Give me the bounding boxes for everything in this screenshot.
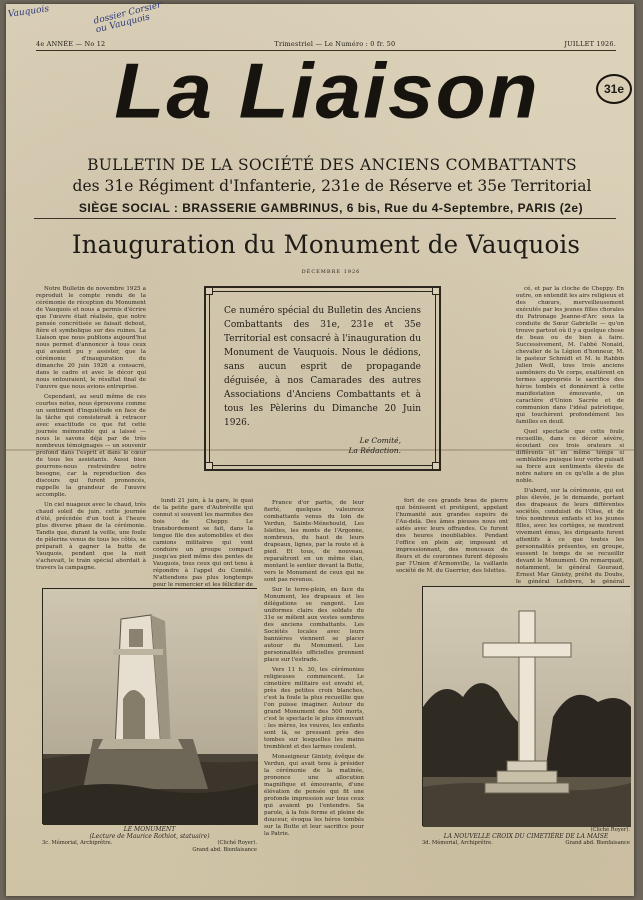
frame-corner — [205, 462, 213, 470]
notice-signature — [224, 436, 421, 456]
text-column-1 — [36, 286, 146, 586]
frame-corner — [432, 287, 440, 295]
text-column-3 — [264, 500, 364, 892]
monument-credit-left: 3c. Mémorial, Archiprêtre. — [42, 840, 113, 846]
issue-date: JUILLET 1926. — [564, 40, 616, 48]
notice-text: Ce numéro spécial du Bulletin des Anciens Combattants des 31e, 231e et 35e Territorial est consacré à l'inauguration du Monument de Vauquois. Nous le dédions, sans aucun esprit de propagande déguisée, à nos Camarades des autres Associations d'Anciens Combattants et à tous les Pèlerins du Dimanche 20 Juin 1926. — [224, 306, 421, 428]
cross-caption-title: LA NOUVELLE CROIX DU CIMETIÈRE DE LA MAISE — [443, 832, 609, 840]
monument-caption-subtitle: (Lecture de Maurice Rothiot, statuaire) — [89, 832, 210, 840]
newspaper-page — [6, 0, 634, 896]
cross-photo-image — [423, 587, 631, 827]
subtitle-regiments: des 31e Régiment d'Infanterie, 231e de Réserve et 35e Territorial — [72, 177, 592, 195]
sign-committee: Le Comité, — [359, 436, 401, 445]
monument-credit-right: (Cliché Royer). — [217, 840, 257, 846]
issue-price: Trimestriel — Le Numéro : 0 fr. 50 — [274, 40, 396, 48]
paragraph: Sur le terre-plein, en face du Monument, les drapeaux et les délégations se rangent. Les uniformes clairs des soldats du 31e se mêlent aux vestes sombres des anciens combattants. Les Sociétés locales avec leurs bannières viennent se placer autour du Monument. Les personnalités officielles prennent place sur l'estrade. — [264, 587, 364, 663]
paragraph: cé, et par la cloche de Cheppy. En outre, on entendit les airs religieux et des chœurs, merveilleusement exécutés par les jeunes filles chorales du Patronage Jeanne-d'Arc sous la conduite de Sœur Gabrielle — qu'on trouve partout où il y a quelque chose de beau ou de bien à faire. Successivement, M. l'abbé Nonaid, chevalier de la Légion d'honneur, M. le pasteur Schmidt et M. le Rabbin Julien Weill, tous trois anciens aumôniers du Ve corps, exaltèrent en termes appropriés le sacrifice des héros tombés et donnèrent à cette manifestation émouvante, un caractère d'Union Sacrée et de communion dans l'idéal patriotique, qui touchèrent profondément les familles en deuil. — [516, 286, 624, 425]
monument-photo-image — [43, 589, 258, 825]
sign-redaction: La Rédaction. — [348, 446, 401, 455]
text-column-5 — [516, 286, 624, 585]
monument-photo — [42, 588, 257, 824]
siege-social: SIÈGE SOCIAL : BRASSERIE GAMBRINUS, 6 bis, Rue du 4-Septembre, PARIS (2e) — [78, 201, 584, 215]
regiment-badge: 31e — [596, 74, 632, 104]
frame-corner — [432, 462, 440, 470]
cross-credit-left: 3d. Mémorial, Archiprêtre. — [422, 840, 493, 846]
cross-caption — [422, 827, 630, 847]
handwritten-note-left: Vauquois — [7, 4, 50, 20]
paragraph: Quel spectacle que cette foule recueillie, dans ce décor sévère, écoutant ces trois orateurs si différents et en même temps si semblables puisque leur verbe puisait sa force aux sentiments élevés de notre nature en ce qu'elle a de plus noble. — [516, 429, 624, 484]
paragraph: Un ciel nuageux avec le chaud, très chaud soleil de juin, cette journée d'été, précédée d'un tout à l'heure plus diverse phase de la cérémonie. Tandis que, durant la veille, une foule de pèlerins venus de tous les côtés, se préparait à gagner la butte de Vauquois, pendant que la nuit s'achevait, le train spécial abordait à travers la campagne. — [36, 502, 146, 571]
issue-number: 4e ANNÉE — No 12 — [36, 40, 106, 48]
article-dateline: DÉCEMBRE 1926 — [301, 269, 361, 275]
masthead-title: La Liaison — [114, 48, 540, 135]
handwritten-note-mid: dossier Corsier ou Vauquois — [92, 0, 163, 36]
notice-frame — [209, 291, 436, 466]
paragraph: D'abord, sur la cérémonie, qui est plus élevée, je le demande, portant des drapeaux de leurs différentes sociétés, conduisit de l'Oise, et de très nombreux enfants et les jeunes filles, avec les cortèges, se montrent vivement émus, les dirigeants furent attentifs à ce que toutes les personnalités présentes, en groupe, eussent le temps de se recueillir devant le Monument. On remarquait, notamment, le général Gouraud, Ernest Mar Ginisty, préfet du Doubs, le général Lefebvre, le général — [516, 488, 624, 585]
text-column-4 — [396, 498, 508, 578]
cross-photo — [422, 586, 630, 826]
paragraph: lundi 21 juin, à la gare, le quai de la petite gare d'Aubréville qui connut si souvent les marmites des bois de Cheppy. Le transbordement se fait, dans la longue file des automobiles et des camions militaires qui vont conduire un groupe compact jusqu'au pied même des pentes de Vauquois, tous ceux qui ont tenu à répondre à l'appel du Comité. N'attendons pas plus longtemps pour le remercier et les féliciter de — [153, 498, 253, 588]
paragraph: Notre Bulletin de novembre 1925 a reproduit le compte rendu de la cérémonie de réception du Monument de Vauquois et nous a permis d'écrire que l'œuvre était réalisée, que notre pensée concrétisée se faisait debout, fière et symbolique sur des ruines. La Liaison que nous publions aujourd'hui nous permet d'annoncer à tous ceux qui avaient pu y assister, que la cérémonie d'inauguration du dimanche 20 juin 1926 a consacré, dans le cadre et avec le décor qui nous entouraient, le résultat final de l'œuvre que nous avions entreprise. — [36, 286, 146, 390]
article-headline: Inauguration du Monument de Vauquois — [71, 230, 581, 260]
cross-caption-credits — [422, 840, 630, 847]
paragraph: Monseigneur Ginisty, évêque de Verdun, qui avait tenu à présider la cérémonie de la matinée, prononce une allocution magnifique et émouvante, d'une élévation de pensée qui fit une profonde impression sur tous ceux qui avaient pu l'entendre. Sa parole, à la fois ferme et pleine de douceur, évoqua les héros tombés sur la Butte et leur sacrifice pour la Patrie. — [264, 754, 364, 837]
masthead-rule — [34, 218, 616, 219]
monument-caption-title: LE MONUMENT — [123, 826, 176, 833]
monument-caption — [42, 827, 257, 853]
paragraph: fort de ces grands bras de pierre qui bénissent et protègent, appelant l'humanité aux grandes espoirs de l'Au-delà. Des âmes pieuses nous ont aidés avec leurs offrandes. Ce furent des heures inoubliables. Pendant l'office en plein air, imposant et impressionnant, des monceaux de fleurs et de couronnes furent déposés par l'Union d'Armonville, la vaillante société de M. du Guerrier, des Islettes. — [396, 498, 508, 574]
cross-credit-right2: Grand abd. Bienfaisance — [565, 840, 630, 846]
subtitle-society: BULLETIN DE LA SOCIÉTÉ DES ANCIENS COMBATTANTS — [87, 156, 577, 174]
text-column-2 — [153, 498, 253, 588]
paragraph: France d'or partis, de leur fierté, quelques valeureux combattants venus du loin de Verdun, Sainte-Ménehould, Les Islettes, les monts de l'Argonne, nombreux, du haut de leurs drapeaux, lignes, par la route et à pied. Et tous, de nouveau, reparaîtront en un même élan, montant le sentier devant la Butte, vers le Monument de ceux qui ne sont pas revenus. — [264, 500, 364, 583]
paragraph: Cependant, au seuil même de ces courtes notes, nous éprouvons comme un sentiment d'inquiétude en face de la tâche qui consisterait à retracer avec exactitude ce que fut cette journée mémorable qui a laissé — nous le savons déjà par de très nombreux témoignages — un souvenir profond dans l'esprit et dans le cœur de tous les assistants. Aussi bien pourrons-nous restreindre notre besogne, car la reproduction des discours qui furent prononcés, rappelle la grandeur de l'œuvre accomplie. — [36, 394, 146, 498]
special-notice-box — [204, 286, 441, 471]
monument-credit-right2: Grand abd. Bienfaisance — [192, 846, 257, 853]
frame-corner — [205, 287, 213, 295]
cross-credit-right: (Cliché Royer). — [590, 827, 630, 833]
paragraph: Vers 11 h. 30, les cérémonies religieuses commencent. Le cimetière militaire est envahi et, près des petites croix blanches, c'est la foule la plus recueillie que l'on puisse imaginer. Autour du grand Monument des 500 morts, c'est le spectacle le plus émouvant : les mères, les veuves, les enfants sont là, se pressant près des tombes sur lesquelles les mains tremblent et des larmes coulent. — [264, 667, 364, 750]
